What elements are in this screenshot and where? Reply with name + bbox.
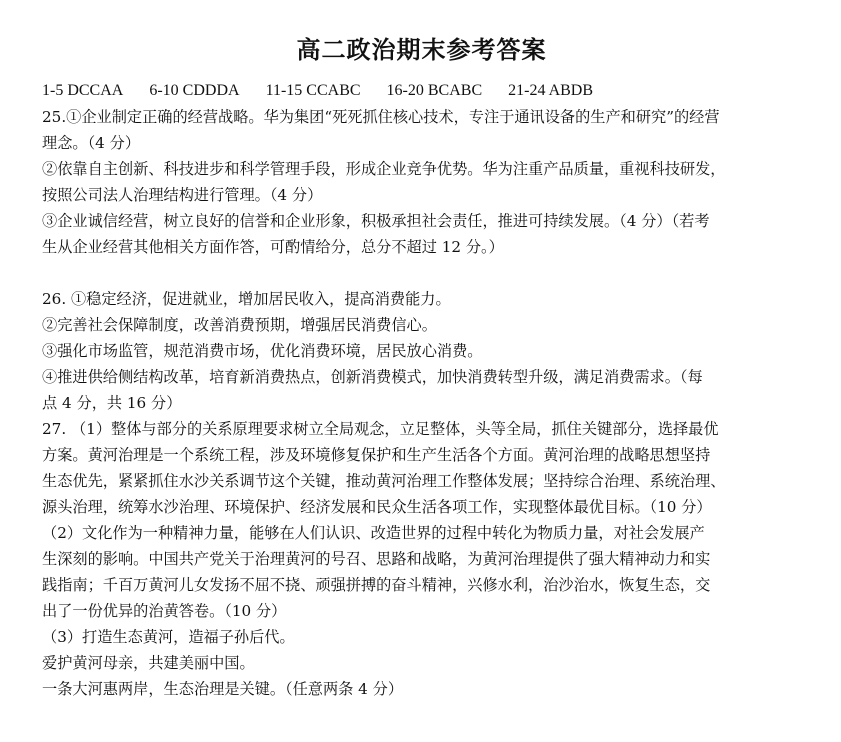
text-line: 方案。黄河治理是一个系统工程，涉及环境修复保护和生产生活各个方面。黄河治理的战略思想坚持 [42, 446, 711, 464]
text-line: ③强化市场监管，规范消费市场，优化消费环境，居民放心消费。 [42, 342, 483, 360]
text-line: 27. （1）整体与部分的关系原理要求树立全局观念，立足整体，头等全局，抓住关键部分，选择最优 [42, 420, 719, 438]
text-line: ②依靠自主创新、科技进步和科学管理手段，形成企业竞争优势。华为注重产品质量，重视科技研发， [42, 160, 726, 178]
text-line: 一条大河惠两岸，生态治理是关键。（任意两条 4 分） [42, 680, 404, 698]
question-25 [42, 104, 801, 260]
answer-group: 16-20 BCABC [386, 82, 483, 99]
text-line: 点 4 分，共 16 分） [42, 394, 182, 412]
text-line: 26. ①稳定经济，促进就业，增加居民收入，提高消费能力。 [42, 290, 451, 308]
text-line: ②完善社会保障制度，改善消费预期，增强居民消费信心。 [42, 316, 437, 334]
text-line: 25.①企业制定正确的经营战略。华为集团“死死抓住核心技术，专注于通讯设备的生产和研究”的经营 [42, 108, 720, 126]
text-line: 出了一份优异的治黄答卷。（10 分） [42, 602, 287, 620]
text-line: 源头治理，统筹水沙治理、环境保护、经济发展和民众生活各项工作，实现整体最优目标。（10 分） [42, 498, 712, 516]
text-line: 爱护黄河母亲，共建美丽中国。 [42, 654, 255, 672]
question-27 [42, 416, 801, 702]
text-line: ③企业诚信经营，树立良好的信誉和企业形象，积极承担社会责任，推进可持续发展。（4 分）（若考 [42, 212, 710, 230]
answer-key-line [42, 77, 801, 104]
answer-group: 21-24 ABDB [508, 82, 594, 99]
text-line: 生深刻的影响。中国共产党关于治理黄河的号召、思路和战略，为黄河治理提供了强大精神动力和实 [42, 550, 711, 568]
answer-group: 1-5 DCCAA [42, 82, 124, 99]
question-26 [42, 286, 801, 416]
text-line: 践指南；千百万黄河儿女发扬不屈不挠、顽强拼搏的奋斗精神，兴修水利，治沙治水，恢复生态，交 [42, 576, 711, 594]
text-line: （2）文化作为一种精神力量，能够在人们认识、改造世界的过程中转化为物质力量，对社会发展产 [42, 524, 705, 542]
answer-group: 6-10 CDDDA [149, 82, 240, 99]
text-line: ④推进供给侧结构改革，培育新消费热点，创新消费模式，加快消费转型升级，满足消费需求。（每 [42, 368, 703, 386]
text-line: 理念。（4 分） [42, 134, 141, 152]
text-line: （3）打造生态黄河，造福子孙后代。 [42, 628, 295, 646]
spacer [42, 260, 801, 286]
document-title: 高二政治期末参考答案 [296, 36, 547, 64]
text-line: 生从企业经营其他相关方面作答，可酌情给分，总分不超过 12 分。） [42, 238, 504, 256]
answer-group: 11-15 CCABC [265, 82, 361, 99]
text-line: 生态优先，紧紧抓住水沙关系调节这个关键，推动黄河治理工作整体发展；坚持综合治理、系统治理、 [42, 472, 726, 490]
text-line: 按照公司法人治理结构进行管理。（4 分） [42, 186, 323, 204]
